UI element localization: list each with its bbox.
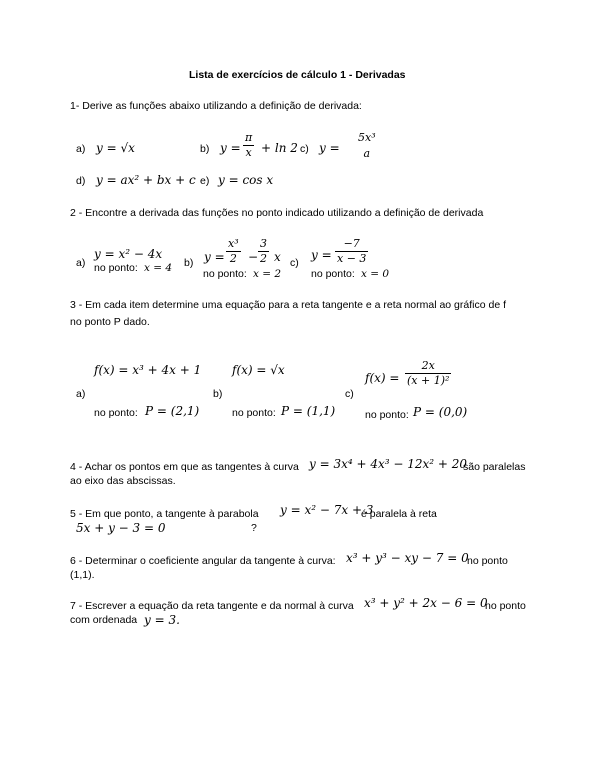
q2-c-point-label: no ponto: (311, 268, 355, 280)
q3-b-label: b) (213, 388, 223, 400)
q2-c-left: y = (311, 248, 332, 262)
q1-a-expression: y = √x (96, 141, 135, 155)
q3-c-point: P = (0,0) (413, 405, 468, 419)
q2-c-point: x = 0 (361, 268, 390, 280)
q2-b-minus: − (248, 250, 259, 264)
q2-b-numerator-1: x³ (228, 237, 239, 250)
q7-text-before: 7 - Escrever a equação da reta tangente e da normal à curva (70, 600, 354, 612)
q3-c-left: f(x) = (365, 371, 400, 385)
q4-text-line2: ao eixo das abscissas. (70, 475, 176, 487)
q1-c-left: y = (319, 141, 340, 155)
q1-c-denominator: a (363, 147, 371, 160)
q7-ordinate: y = 3. (144, 613, 180, 627)
q1-b-denominator: x (245, 146, 252, 159)
page-title: Lista de exercícios de cálculo 1 - Derivadas (189, 69, 406, 81)
q2-a-expression: y = x² − 4x (94, 247, 163, 261)
q2-b-label: b) (184, 257, 194, 269)
q3-c-numerator: 2x (405, 360, 451, 374)
q1-b-label: b) (200, 143, 210, 155)
q2-b-fraction-2 (258, 238, 269, 265)
q1-e-expression: y = cos x (218, 173, 274, 187)
q2-c-numerator: −7 (335, 238, 368, 252)
q2-a-label: a) (76, 257, 86, 269)
q4-expression: y = 3x⁴ + 4x³ − 12x² + 20 (309, 457, 468, 471)
q1-d-expression: y = ax² + bx + c (96, 173, 196, 187)
q3-c-fraction (405, 360, 451, 387)
q3-a-label: a) (76, 388, 86, 400)
q3-a-point: P = (2,1) (145, 404, 200, 418)
q3-a-point-label: no ponto: (94, 407, 138, 419)
q2-b-point-label: no ponto: (203, 268, 247, 280)
q7-expression: x³ + y² + 2x − 6 = 0 (364, 596, 488, 610)
q2-c-fraction (335, 238, 368, 265)
q1-b-numerator: π (245, 131, 253, 144)
q4-text-after: são paralelas (463, 461, 526, 473)
q1-statement: 1- Derive as funções abaixo utilizando a definição de derivada: (70, 100, 362, 112)
q7-text-after: no ponto (485, 600, 526, 612)
q3-b-point-label: no ponto: (232, 407, 276, 419)
q2-c-label: c) (290, 257, 299, 269)
q6-text-after: no ponto (467, 555, 508, 567)
q5-question-mark: ? (251, 522, 257, 534)
q2-statement: 2 - Encontre a derivada das funções no ponto indicado utilizando a definição de derivada (70, 207, 484, 219)
q2-a-point: x = 4 (144, 262, 173, 274)
q2-c-denominator: x − 3 (337, 252, 367, 265)
q1-e-label: e) (200, 175, 210, 187)
q6-expression: x³ + y³ − xy − 7 = 0 (346, 551, 469, 565)
q6-text-before: 6 - Determinar o coeficiente angular da tangente à curva: (70, 555, 336, 567)
q2-b-point: x = 2 (253, 268, 282, 280)
q2-b-fraction-1 (226, 238, 241, 265)
q6-text-line2: (1,1). (70, 569, 95, 581)
q3-c-label: c) (345, 388, 354, 400)
q2-b-left: y = (204, 250, 225, 264)
q2-b-denominator-1: 2 (229, 252, 237, 265)
q1-b-fraction (243, 132, 254, 159)
q4-text-before: 4 - Achar os pontos em que as tangentes à curva (70, 461, 299, 473)
q2-a-point-label: no ponto: (94, 262, 138, 274)
q3-b-point: P = (1,1) (281, 404, 336, 418)
q2-b-right: x (274, 250, 281, 264)
q1-b-right: + ln 2 (261, 141, 298, 155)
q1-c-numerator: 5x³ (358, 131, 376, 144)
q5-text-before: 5 - Em que ponto, a tangente à parabola (70, 508, 259, 520)
q5-line-expression: 5x + y − 3 = 0 (76, 521, 166, 535)
q1-d-label: d) (76, 175, 86, 187)
q3-a-expression: f(x) = x³ + 4x + 1 (94, 363, 202, 377)
q3-b-expression: f(x) = √x (232, 363, 285, 377)
q1-b-left: y = (220, 141, 241, 155)
q5-expression: y = x² − 7x + 3 (280, 503, 374, 517)
q3-statement-line1: 3 - Em cada item determine uma equação para a reta tangente e a reta normal ao gráfico de f (70, 299, 507, 311)
q2-b-denominator-2: 2 (260, 252, 267, 265)
q3-c-point-label: no ponto: (365, 409, 409, 421)
q7-text-line2: com ordenada (70, 614, 138, 626)
q2-b-numerator-2: 3 (260, 237, 267, 250)
q3-statement-line2: no ponto P dado. (70, 316, 150, 328)
q1-c-label: c) (300, 143, 309, 155)
q5-text-after: é paralela à reta (361, 508, 437, 520)
q3-c-denominator: (x + 1)² (407, 374, 450, 387)
q1-a-label: a) (76, 143, 86, 155)
q1-c-fraction (356, 132, 378, 160)
